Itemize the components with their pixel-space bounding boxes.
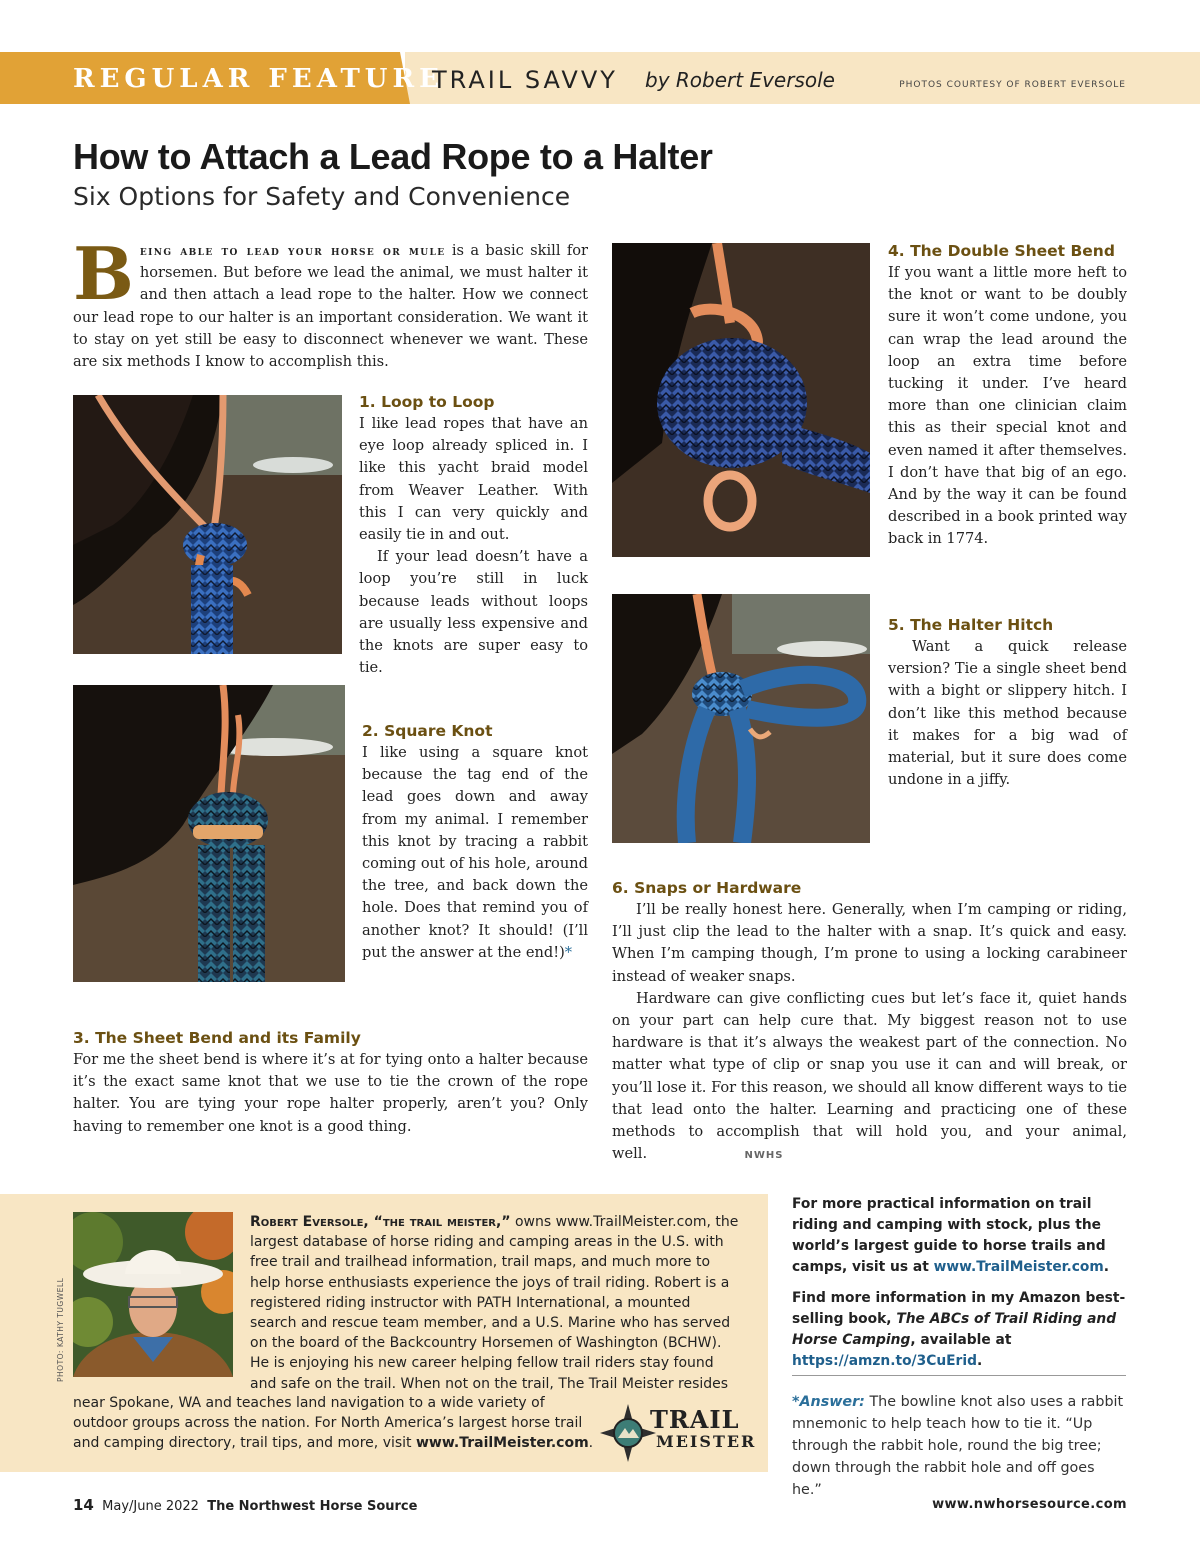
article-subtitle: Six Options for Safety and Convenience bbox=[73, 182, 571, 211]
section-heading: 5. The Halter Hitch bbox=[888, 616, 1054, 634]
section-halter-hitch bbox=[888, 614, 1127, 791]
section-paragraph: If you want a little more heft to the knot or want to be doubly sure it won’t come undone, you can wrap the lead around the loop an extra time before tucking it under. I’ve heard more than one clinician claim this as their special knot and even named it after themselves. I don’t have that big of an ego. And by the way it can be found described in a book printed way back in 1774. bbox=[888, 264, 1127, 548]
section-heading: 2. Square Knot bbox=[362, 722, 493, 740]
column-name: TRAIL SAVVY bbox=[432, 66, 618, 94]
bio-text-top bbox=[250, 1212, 740, 1394]
bio-site-link[interactable]: www.TrailMeister.com bbox=[416, 1435, 589, 1452]
sidebar-info: For more practical information on trail riding and camping with stock, plus the world’s largest guide to horse trails and camps, visit us at www.TrailMeister.com. bbox=[792, 1196, 1110, 1275]
page-number: 14 bbox=[73, 1496, 94, 1514]
section-heading: 1. Loop to Loop bbox=[359, 393, 495, 411]
intro-paragraph bbox=[73, 231, 589, 373]
section-sheet-bend bbox=[73, 1027, 588, 1138]
section-square-knot bbox=[362, 720, 588, 964]
section-paragraph: Want a quick release version? Tie a single sheet bend with a bight or slippery hitch. I don’t like this method because it makes for a big wad of material, but it sure does come undone in a jiffy. bbox=[888, 638, 1127, 789]
trail-meister-logo bbox=[598, 1402, 757, 1464]
section-loop-to-loop bbox=[359, 391, 588, 679]
photo-credit: PHOTOS COURTESY OF ROBERT EVERSOLE bbox=[899, 80, 1126, 90]
section-heading: 6. Snaps or Hardware bbox=[612, 879, 802, 897]
footer-left bbox=[73, 1496, 417, 1514]
author-photo bbox=[73, 1212, 233, 1377]
section-body bbox=[362, 742, 588, 964]
bio-text-bottom: near Spokane, WA and teaches land navigation to a wide variety of outdoor groups across the nation. For North America’s largest horse trail and camping directory, trail tips, and more, visit www.TrailMeister.com. bbox=[73, 1395, 594, 1452]
book-text-before: Find more information in my Amazon best-selling book, bbox=[792, 1290, 1126, 1327]
drop-cap: B bbox=[73, 231, 134, 316]
section-snaps-hardware bbox=[612, 877, 1127, 1167]
sidebar-book: Find more information in my Amazon best-selling book, The ABCs of Trail Riding and Horse Camping, available at https://amzn.to/3CuErid. bbox=[792, 1290, 1126, 1369]
book-text-after: , available at bbox=[910, 1332, 1012, 1348]
answer-label: *Answer: bbox=[792, 1394, 865, 1410]
sidebar-answer bbox=[792, 1391, 1127, 1501]
author-name: Robert Eversole, “the trail meister,” bbox=[250, 1214, 511, 1230]
author-photo-credit: PHOTO: KATHY TUGWELL bbox=[56, 1277, 65, 1382]
issue-date: May/June 2022 bbox=[102, 1499, 199, 1514]
section-paragraph: For me the sheet bend is where it’s at for tying onto a halter because it’s the exact same knot that we use to tie the crown of the rope halter. You are tying your rope halter properly, aren’t you? Only having to remember one knot is a good thing. bbox=[73, 1051, 588, 1135]
section-paragraph: If your lead doesn’t have a loop you’re still in luck because leads without loops are usually less expensive and the knots are super easy to tie. bbox=[359, 548, 588, 677]
section-heading: 3. The Sheet Bend and its Family bbox=[73, 1029, 361, 1047]
book-link[interactable]: https://amzn.to/3CuErid bbox=[792, 1353, 977, 1369]
feature-label: REGULAR FEATURE bbox=[73, 64, 444, 94]
intro-text: is a basic skill for horsemen. But before we lead the animal, we must halter it and then attach a lead rope to the halter. How we connect our lead rope to our halter is an important consideration. We want it to stay on yet still be easy to disconnect whenever we want. These are six methods I know to accomplish this. bbox=[73, 242, 589, 371]
logo-trail: TRAIL bbox=[650, 1405, 740, 1434]
section-body bbox=[612, 899, 1127, 1167]
loop-to-loop-photo bbox=[73, 395, 342, 654]
section-body bbox=[888, 262, 1127, 551]
section-paragraph: I like lead ropes that have an eye loop already spliced in. I like this yacht braid model from Weaver Leather. With this I can very quickly and easily tie in and out. bbox=[359, 415, 588, 544]
section-paragraph: I like using a square knot because the tag end of the lead goes down and away from my animal. I remember this knot by tracing a rabbit coming out of his hole, around the tree, and back down the hole. Does that remind you of another knot? It should! (I’ll put the answer at the end!) bbox=[362, 744, 588, 961]
double-sheet-bend-photo bbox=[612, 243, 870, 557]
square-knot-photo bbox=[73, 685, 345, 982]
section-body bbox=[359, 413, 588, 679]
article-title: How to Attach a Lead Rope to a Halter bbox=[73, 136, 713, 177]
section-body bbox=[73, 1049, 588, 1138]
logo-meister: MEISTER bbox=[656, 1432, 757, 1451]
section-double-sheet-bend bbox=[888, 240, 1127, 551]
bio-paragraph-continued: near Spokane, WA and teaches land navigation to a wide variety of outdoor groups across the nation. For North America’s largest horse trail and camping directory, trail tips, and more, visit bbox=[73, 1395, 583, 1452]
answer-text: The bowline knot also uses a rabbit mnemonic to help teach how to tie it. “Up through the rabbit hole, round the big tree; down through the rabbit hole and off goes he.” bbox=[792, 1394, 1124, 1498]
bio-paragraph: owns www.TrailMeister.com, the largest database of horse riding and camping areas in the U.S. with free trail and trailhead information, trail maps, and much more to help horse enthusiasts experience the joys of trail riding. Robert is a registered riding instructor with PATH International, a mounted search and rescue team member, and a U.S. Marine who has served on the board of the Backcountry Horsemen of Washington (BCHW). He is enjoying his new career helping fellow trail riders stay found and safe on the trail. When not on the trail, The Trail Meister resides bbox=[250, 1214, 739, 1392]
footer-website[interactable]: www.nwhorsesource.com bbox=[932, 1497, 1127, 1512]
sidebar-site-link[interactable]: www.TrailMeister.com bbox=[933, 1259, 1104, 1275]
byline: by Robert Eversole bbox=[645, 68, 835, 92]
publication-name: The Northwest Horse Source bbox=[207, 1499, 418, 1514]
section-body bbox=[888, 636, 1127, 791]
intro-lead-in: eing able to lead your horse or mule bbox=[139, 243, 446, 259]
end-mark: NWHS bbox=[744, 1150, 784, 1162]
section-paragraph: I’ll be really honest here. Generally, when I’m camping or riding, I’ll just clip the lead to the halter with a snap. It’s quick and easy. When I’m camping though, I’m prone to using a locking carabineer instead of weaker snaps. bbox=[612, 901, 1127, 985]
book-title: The ABCs of Trail Riding and Horse Camping bbox=[792, 1311, 1117, 1348]
answer-asterisk: * bbox=[564, 943, 573, 961]
halter-hitch-photo bbox=[612, 594, 870, 843]
section-paragraph: Hardware can give conflicting cues but let’s face it, quiet hands on your part can help cure that. My biggest reason not to use hardware is that it’s always the weakest part of the connection. No matter what type of clip or snap you use it can and will break, or you’ll lose it. For this reason, we should all know different ways to tie that lead onto the halter. Learning and practicing one of these methods to accomplish that will hold you, and your animal, well. bbox=[612, 989, 1127, 1163]
sidebar-info-text: For more practical information on trail riding and camping with stock, plus the world’s largest guide to horse trails and camps, visit us at bbox=[792, 1196, 1106, 1275]
sidebar-divider bbox=[792, 1375, 1126, 1376]
compass-icon bbox=[598, 1402, 658, 1464]
section-heading: 4. The Double Sheet Bend bbox=[888, 242, 1115, 260]
